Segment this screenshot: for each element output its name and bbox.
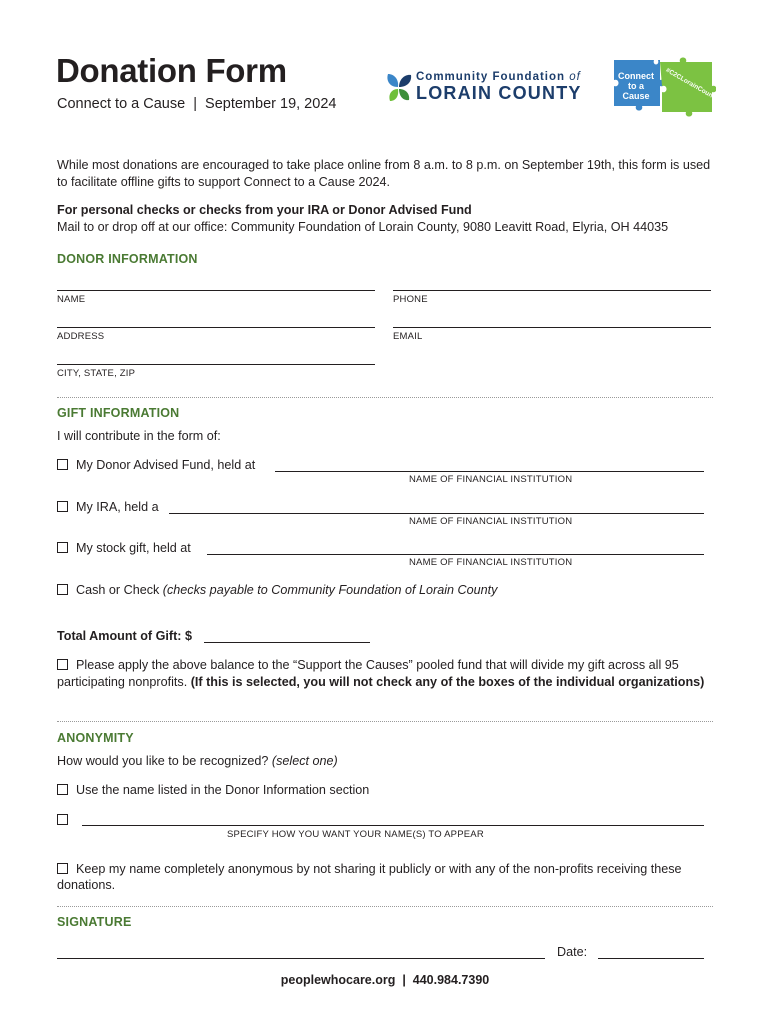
specify-name-field[interactable] xyxy=(82,825,704,826)
anonymity-question-text: How would you like to be recognized? xyxy=(57,754,272,768)
use-name-label: Use the name listed in the Donor Information section xyxy=(76,783,370,797)
stock-label: My stock gift, held at xyxy=(76,541,191,555)
date-field[interactable] xyxy=(598,958,704,959)
pooled-fund-text: Please apply the above balance to the “Support the Causes” pooled fund that will divide my gift across all 95 participating nonprofits. xyxy=(57,658,679,689)
section-divider xyxy=(57,906,713,907)
anonymous-checkbox[interactable] xyxy=(57,863,68,874)
cash-note: (checks payable to Community Foundation of Lorain County xyxy=(162,583,498,597)
footer-contact: peoplewhocare.org | 440.984.7390 xyxy=(280,973,490,987)
address-field[interactable] xyxy=(57,327,375,328)
specify-name-caption: SPECIFY HOW YOU WANT YOUR NAME(S) TO APPEAR xyxy=(227,829,484,840)
email-label: EMAIL xyxy=(393,331,423,342)
pooled-fund-note: (If this is selected, you will not check any of the boxes of the individual organizations) xyxy=(190,675,705,689)
use-name-checkbox[interactable] xyxy=(57,784,68,795)
puzzle-text-hashtag: #C2CLorainCounty xyxy=(664,66,719,103)
date-label: Date: xyxy=(557,945,588,959)
ira-option[interactable] xyxy=(57,500,159,514)
anonymity-question xyxy=(57,754,338,768)
anonymity-heading: ANONYMITY xyxy=(57,731,134,745)
pooled-fund-checkbox[interactable] xyxy=(57,659,68,670)
city-state-zip-field[interactable] xyxy=(57,364,375,365)
signature-field[interactable] xyxy=(57,958,545,959)
leaf-logo-icon xyxy=(385,71,413,105)
gift-intro: I will contribute in the form of: xyxy=(57,429,221,443)
signature-heading: SIGNATURE xyxy=(57,915,132,929)
puzzle-text-connect: Connect to a Cause xyxy=(618,71,654,101)
section-divider xyxy=(57,721,713,722)
address-label: ADDRESS xyxy=(57,331,105,342)
anonymity-question-note: (select one) xyxy=(271,754,338,768)
email-field[interactable] xyxy=(393,327,711,328)
section-divider xyxy=(57,397,713,398)
name-label: NAME xyxy=(57,294,86,305)
ira-label: My IRA, held a xyxy=(76,500,159,514)
community-foundation-logo xyxy=(385,70,600,106)
phone-field[interactable] xyxy=(393,290,711,291)
daf-institution-field[interactable] xyxy=(275,471,704,472)
daf-checkbox[interactable] xyxy=(57,459,68,470)
ira-checkbox[interactable] xyxy=(57,501,68,512)
total-amount-field[interactable] xyxy=(204,642,370,643)
stock-institution-field[interactable] xyxy=(207,554,704,555)
specify-name-option[interactable] xyxy=(57,813,76,827)
cash-label: Cash or Check xyxy=(76,583,163,597)
daf-label: My Donor Advised Fund, held at xyxy=(76,458,256,472)
logo-line-2: LORAIN COUNTY xyxy=(416,83,582,103)
page-title: Donation Form xyxy=(56,52,287,89)
intro-paragraph: While most donations are encouraged to take place online from 8 a.m. to 8 p.m. on September 19th, this form is used to facilitate offline gifts to support Connect to a Cause 2024. xyxy=(57,158,711,189)
page-subtitle: Connect to a Cause | September 19, 2024 xyxy=(57,96,337,112)
donor-information-heading: DONOR INFORMATION xyxy=(57,252,198,266)
ira-institution-caption: NAME OF FINANCIAL INSTITUTION xyxy=(409,516,573,527)
daf-institution-caption: NAME OF FINANCIAL INSTITUTION xyxy=(409,474,573,485)
ira-institution-field[interactable] xyxy=(169,513,704,514)
use-name-option[interactable] xyxy=(57,783,369,797)
total-amount-label: Total Amount of Gift: $ xyxy=(57,629,193,643)
anonymous-label: Keep my name completely anonymous by not sharing it publicly or with any of the non-profits receiving these donations. xyxy=(57,862,682,892)
logo-line-1: Community Foundation xyxy=(416,71,566,83)
phone-label: PHONE xyxy=(393,294,428,305)
city-state-zip-label: CITY, STATE, ZIP xyxy=(57,368,136,379)
checks-heading: For personal checks or checks from your IRA or Donor Advised Fund xyxy=(57,203,472,217)
stock-institution-caption: NAME OF FINANCIAL INSTITUTION xyxy=(409,557,573,568)
cash-option[interactable] xyxy=(57,583,497,597)
name-field[interactable] xyxy=(57,290,375,291)
logo-of: of xyxy=(569,71,581,83)
gift-information-heading: GIFT INFORMATION xyxy=(57,406,180,420)
pooled-fund-option[interactable] xyxy=(57,657,707,691)
specify-name-checkbox[interactable] xyxy=(57,814,68,825)
connect-to-a-cause-logo xyxy=(612,56,719,124)
stock-option[interactable] xyxy=(57,541,191,555)
mail-instructions: Mail to or drop off at our office: Community Foundation of Lorain County, 9080 Leavitt Road, Elyria, OH 44035 xyxy=(57,220,669,234)
anonymous-option[interactable] xyxy=(57,861,707,893)
stock-checkbox[interactable] xyxy=(57,542,68,553)
daf-option[interactable] xyxy=(57,458,255,472)
cash-checkbox[interactable] xyxy=(57,584,68,595)
